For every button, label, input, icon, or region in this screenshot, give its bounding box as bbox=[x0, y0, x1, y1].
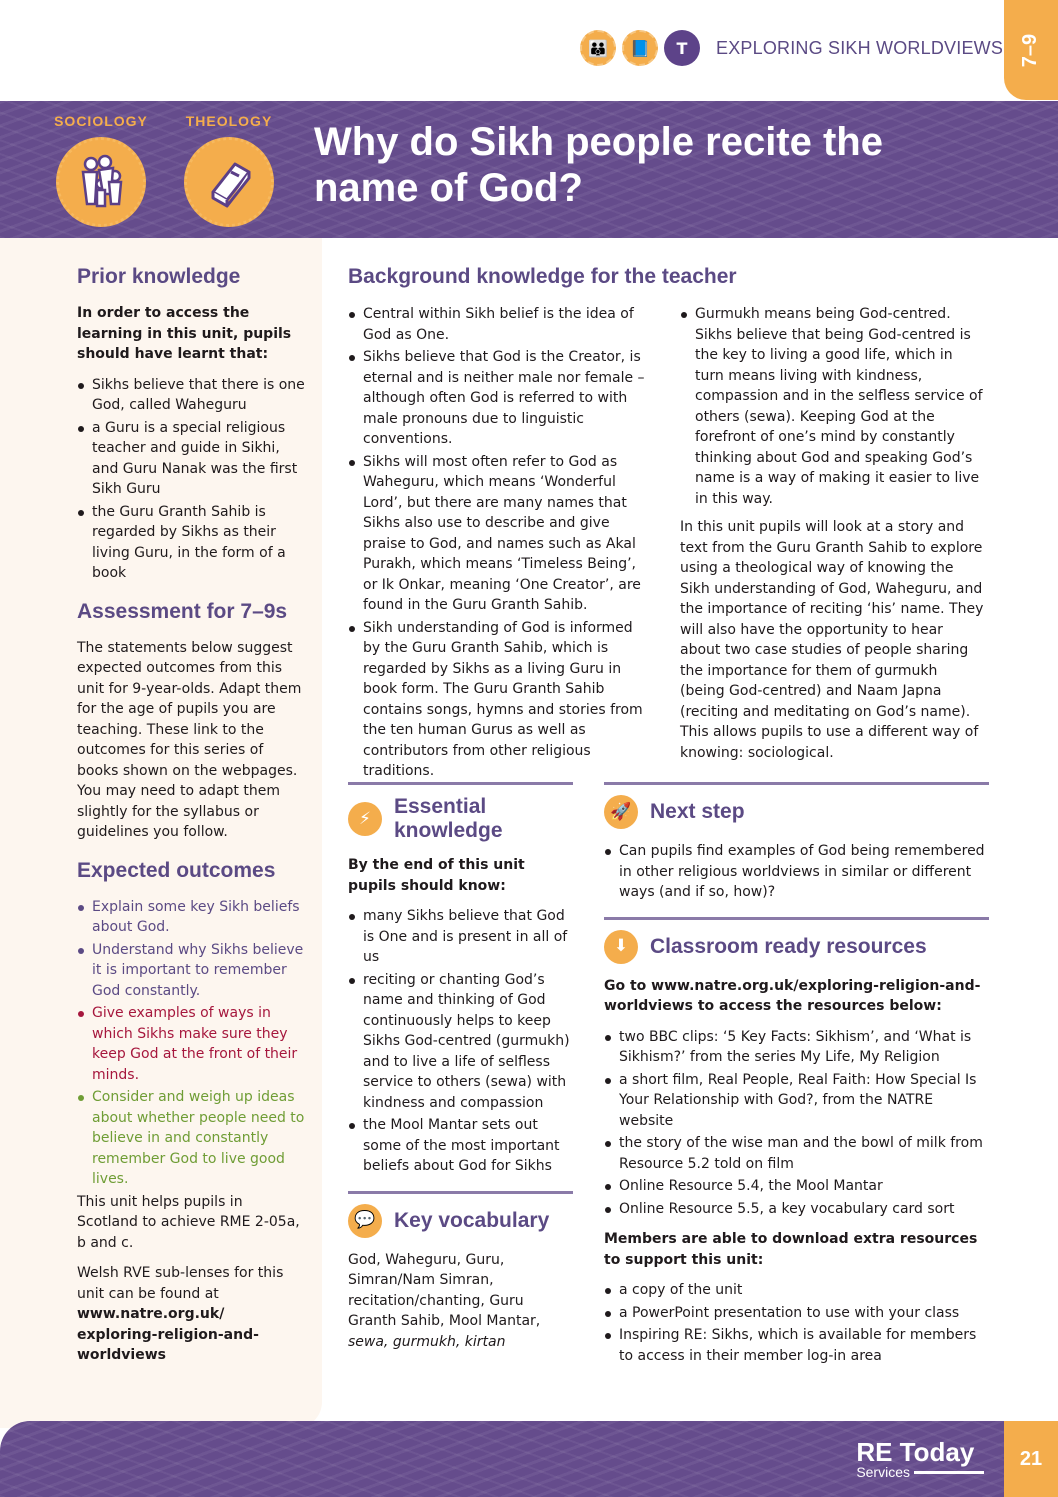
background-heading-wrap bbox=[348, 265, 988, 303]
list-item: a PowerPoint presentation to use with your class bbox=[604, 1303, 989, 1324]
key-vocabulary-heading: Key vocabulary bbox=[394, 1208, 550, 1232]
family-icon bbox=[56, 137, 146, 227]
family-icon: 👪 bbox=[580, 30, 616, 66]
classroom-resources-heading: Classroom ready resources bbox=[650, 934, 927, 958]
list-item: the story of the wise man and the bowl of milk from Resource 5.2 told on film bbox=[604, 1133, 989, 1174]
re-today-logo: RE Today Services bbox=[856, 1439, 984, 1479]
list-item: Sikhs believe that God is the Creator, is eternal and is neither male nor female – although often God is referred to with male pronouns due to linguistic conventions. bbox=[348, 347, 653, 450]
list-item: Gurmukh means being God-centred. Sikhs believe that being God-centred is the key to living a good life, which in turn means living with kindness, compassion and in the selfless service of others (sewa). Keeping God at the forefront of one’s mind by constantly thinking about God and speaking God’s name is a way of making it easier to live in this way. bbox=[680, 304, 985, 509]
list-item: a short film, Real People, Real Faith: How Special Is Your Relationship with God?, from the NATRE website bbox=[604, 1070, 989, 1132]
members-lead: Members are able to download extra resources to support this unit: bbox=[604, 1231, 978, 1268]
list-item: a copy of the unit bbox=[604, 1280, 989, 1301]
expected-outcomes-heading: Expected outcomes bbox=[77, 858, 276, 882]
list-item: reciting or chanting God’s name and thinking of God continuously helps to keep Sikhs God-centred (gurmukh) and to live a life of selfless service to others (sewa) with kindness and compassion bbox=[348, 970, 573, 1114]
list-item: Sikhs believe that there is one God, called Waheguru bbox=[77, 375, 307, 416]
assessment-heading: Assessment for 7–9s bbox=[77, 599, 288, 623]
divider bbox=[348, 782, 573, 785]
assessment-text: The statements below suggest expected outcomes from this unit for 9-year-olds. Adapt them for the age of pupils you are teaching. These link to the outcomes for this series of books shown on the webpages. You may need to adapt them slightly for the syllabus or guidelines you follow. bbox=[77, 639, 302, 840]
page-number: 21 bbox=[1004, 1421, 1058, 1497]
next-step-heading: Next step bbox=[650, 800, 745, 823]
page-title: Why do Sikh people recite the name of God? bbox=[314, 120, 883, 210]
essential-knowledge-heading: Essential knowledge bbox=[394, 795, 503, 842]
outcome-item: Give examples of ways in which Sikhs make sure they keep God at the front of their minds. bbox=[77, 1003, 307, 1085]
list-item: Inspiring RE: Sikhs, which is available for members to access in their member log-in area bbox=[604, 1325, 989, 1366]
essential-lead: By the end of this unit pupils should know: bbox=[348, 857, 525, 894]
lightning-icon: ⚡ bbox=[348, 802, 382, 836]
list-item: the Guru Granth Sahib is regarded by Sikhs as their living Guru, in the form of a book bbox=[77, 502, 307, 584]
prior-knowledge-lead: In order to access the learning in this unit, pupils should have learnt that: bbox=[77, 305, 292, 362]
book-icon: 📘 bbox=[622, 30, 658, 66]
age-tab: 7–9 bbox=[1004, 0, 1058, 100]
theology-lens: THEOLOGY bbox=[170, 111, 288, 229]
footer bbox=[0, 1421, 1004, 1497]
title-banner bbox=[0, 101, 1058, 238]
list-item: Online Resource 5.4, the Mool Mantar bbox=[604, 1176, 989, 1197]
outcome-item: Understand why Sikhs believe it is important to remember God constantly. bbox=[77, 940, 307, 1002]
prior-knowledge-heading: Prior knowledge bbox=[77, 265, 241, 288]
scotland-note: This unit helps pupils in Scotland to achieve RME 2-05a, b and c. bbox=[77, 1193, 300, 1251]
resources-lead: Go to www.natre.org.uk/exploring-religion-and-worldviews to access the resources below: bbox=[604, 977, 981, 1014]
background-column-2 bbox=[680, 304, 985, 773]
divider bbox=[604, 782, 989, 785]
list-item: two BBC clips: ‘5 Key Facts: Sikhism’, and ‘What is Sikhism?’ from the series My Life, My Religion bbox=[604, 1027, 989, 1068]
list-item: Can pupils find examples of God being remembered in other religious worldviews in similar or different ways (and if so, how)? bbox=[604, 841, 989, 903]
lens-badges bbox=[580, 30, 700, 66]
outcome-item: Consider and weigh up ideas about whether people need to believe in and constantly remember God to live good lives. bbox=[77, 1087, 307, 1190]
outcomes-list bbox=[77, 897, 307, 1190]
speech-bubble-icon: 💬 bbox=[348, 1204, 382, 1238]
list-item: the Mool Mantar sets out some of the most important beliefs about God for Sikhs bbox=[348, 1115, 573, 1177]
background-column-1 bbox=[348, 304, 653, 784]
background-knowledge-heading: Background knowledge for the teacher bbox=[348, 265, 737, 288]
vocab-text: God, Waheguru, Guru, Simran/Nam Simran, recitation/chanting, Guru Granth Sahib, Mool Mantar, sewa, gurmukh, kirtan bbox=[348, 1251, 541, 1350]
list-item: Central within Sikh belief is the idea of God as One. bbox=[348, 304, 653, 345]
essential-column bbox=[348, 768, 573, 1362]
download-icon: ⬇ bbox=[604, 930, 638, 964]
unit-overview: In this unit pupils will look at a story and text from the Guru Granth Sahib to explore using a theological way of knowing the Sikh understanding of God, Waheguru, and the importance of reciting ‘his’ name. They will also have the opportunity to hear about two case studies of people sharing the importance for them of gurmukh (being God-centred) and Naam Japna (reciting and meditating on God’s name). This allows pupils to use a different way of knowing: sociological. bbox=[680, 519, 984, 761]
divider bbox=[348, 1191, 573, 1194]
resources-column bbox=[604, 768, 989, 1368]
list-item: Online Resource 5.5, a key vocabulary card sort bbox=[604, 1199, 989, 1220]
top-bar bbox=[0, 0, 1058, 100]
left-column bbox=[77, 265, 307, 1376]
series-title: EXPLORING SIKH WORLDVIEWS bbox=[716, 38, 1004, 58]
natre-link[interactable]: www.natre.org.uk/ exploring-religion-and-worldviews bbox=[77, 1306, 259, 1363]
wales-note: Welsh RVE sub-lenses for this unit can be found at www.natre.org.uk/ exploring-religion-and-worldviews bbox=[77, 1265, 284, 1363]
prior-knowledge-list bbox=[77, 375, 307, 584]
divider bbox=[604, 917, 989, 920]
rocket-icon: 🚀 bbox=[604, 795, 638, 829]
list-item: a Guru is a special religious teacher and guide in Sikhi, and Guru Nanak was the first Sikh Guru bbox=[77, 418, 307, 500]
outcome-item: Explain some key Sikh beliefs about God. bbox=[77, 897, 307, 938]
list-item: Sikhs will most often refer to God as Waheguru, which means ‘Wonderful Lord’, but there are many names that Sikhs also use to describe and give praise to God, and names such as Akal Purakh, which means ‘Timeless Being’, or Ik Onkar, meaning ‘One Creator’, are found in the Guru Granth Sahib. bbox=[348, 452, 653, 616]
book-icon bbox=[184, 137, 274, 227]
natre-link[interactable]: www.natre.org.uk/exploring-religion-and-worldviews bbox=[604, 977, 981, 1014]
sociology-lens: SOCIOLOGY bbox=[42, 111, 160, 229]
list-item: many Sikhs believe that God is One and is present in all of us bbox=[348, 906, 573, 968]
t-letter-icon: T bbox=[664, 30, 700, 66]
list-item: Sikh understanding of God is informed by the Guru Granth Sahib, which is regarded by Sikhs as a living Guru in book form. The Guru Granth Sahib contains songs, hymns and stories from the ten human Gurus as well as contributors from other religious traditions. bbox=[348, 618, 653, 782]
